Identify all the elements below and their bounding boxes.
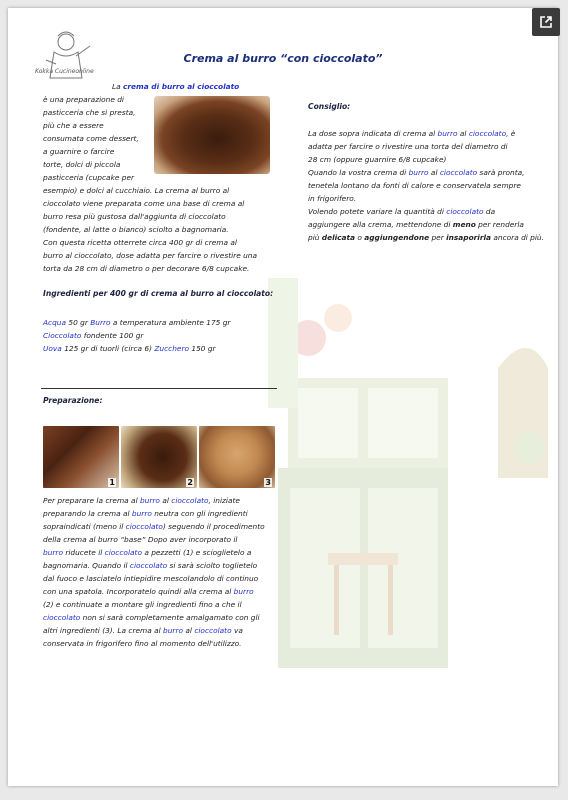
section-divider	[41, 388, 277, 389]
advice-line: Volendo potete variare la quantità di cioccolato da	[308, 207, 496, 216]
prep-line: preparando la crema al burro neutra con gli ingredienti	[43, 509, 248, 518]
ingredients-heading: Ingredienti per 400 gr di crema al burro al cioccolato:	[43, 289, 274, 298]
advice-heading: Consiglio:	[308, 102, 351, 111]
preparation-heading: Preparazione:	[43, 396, 103, 405]
prep-line: della crema al burro “base” Dopo aver incorporato il	[43, 535, 238, 544]
prep-line: sopraindicati (meno il cioccolato) seguendo il procedimento	[43, 522, 265, 531]
prep-line: cioccolato non si sarà completamente amalgamato con gli	[43, 613, 260, 622]
intro-line: è una preparazione di	[43, 95, 124, 104]
intro-line: burro resa più gustosa dall'aggiunta di cioccolato	[43, 212, 226, 221]
kitchen-watermark-image	[268, 248, 558, 668]
ingredient-link[interactable]: Zucchero	[154, 344, 190, 353]
prep-line: altri ingredienti (3). La crema al burro al cioccolato va	[43, 626, 243, 635]
ingredient-link[interactable]: cioccolato	[129, 561, 168, 570]
intro-line: torte, dolci di piccola	[43, 160, 121, 169]
ingredient-link[interactable]: cioccolato	[171, 496, 209, 505]
ingredient-row: Cioccolato fondente 100 gr	[43, 331, 144, 340]
recipe-name-link[interactable]: crema di burro al cioccolato	[123, 82, 240, 91]
step-number: 3	[265, 478, 271, 487]
intro-line: burro al cioccolato, dose adatta per farcire o rivestire una	[43, 251, 257, 260]
ingredient-link[interactable]: Cioccolato	[43, 331, 82, 340]
logo-text: Kokka Cucineonline	[35, 68, 94, 75]
intro-line: esempio) e dolci al cucchiaio. La crema al burro al	[43, 186, 230, 195]
chocolate-cream-photo	[154, 96, 270, 174]
intro-line: più che a essere	[43, 121, 104, 130]
intro-line: Con questa ricetta otterrete circa 400 gr di crema al	[43, 238, 237, 247]
advice-line: adatta per farcire o rivestire una torta del diametro di	[308, 142, 508, 151]
preparation-photos	[43, 426, 275, 488]
step-number: 1	[109, 478, 115, 487]
external-link-icon[interactable]	[532, 8, 560, 36]
ingredient-link[interactable]: cioccolato	[104, 548, 142, 557]
advice-line: più delicata o aggiungendone per insaporirla ancora di più.	[308, 233, 544, 242]
step-number: 2	[187, 478, 193, 487]
intro-line: pasticceria (cupcake per	[43, 173, 135, 182]
ingredient-link[interactable]: cioccolato	[446, 207, 484, 216]
advice-line: aggiungere alla crema, mettendone di meno per renderla	[308, 220, 524, 229]
ingredient-link[interactable]: burro	[131, 509, 152, 518]
intro-line: torta da 28 cm di diametro o per decorare 6/8 cupcake.	[43, 264, 250, 273]
ingredient-link[interactable]: cioccolato	[439, 168, 478, 177]
prep-line: (2) e continuate a montare gli ingredienti fino a che il	[43, 600, 242, 609]
prep-line: conservata in frigorifero fino al momento dell'utilizzo.	[43, 639, 242, 648]
intro-line: consumata come dessert,	[43, 134, 139, 143]
recipe-title: Crema al burro “con cioccolato”	[183, 52, 383, 65]
prep-line: Per preparare la crema al burro al cioccolato, iniziate	[43, 496, 240, 505]
document-page	[8, 8, 558, 786]
intro-line: (fondente, al latte o bianco) sciolto a bagnomaria.	[43, 225, 229, 234]
intro-line: cioccolato viene preparata come una base di crema al	[43, 199, 245, 208]
ingredient-link[interactable]: burro	[233, 587, 254, 596]
advice-line: La dose sopra indicata di crema al burro al cioccolato, è	[308, 129, 516, 138]
advice-line: Quando la vostra crema di burro al cioccolato sarà pronta,	[308, 168, 525, 177]
prep-line: burro riducete il cioccolato a pezzetti (1) e scioglietelo a	[43, 548, 252, 557]
advice-line: 28 cm (oppure guarnire 6/8 cupcake)	[308, 155, 447, 164]
ingredient-link[interactable]: burro	[43, 548, 63, 557]
ingredient-link[interactable]: burro	[139, 496, 160, 505]
advice-line: tenetela lontano da fonti di calore e conservatela sempre	[308, 181, 521, 190]
step-photo	[199, 426, 275, 488]
ingredient-link[interactable]: cioccolato	[125, 522, 163, 531]
step-photo	[121, 426, 197, 488]
ingredient-link[interactable]: cioccolato	[43, 613, 81, 622]
ingredient-row: Uova 125 gr di tuorli (circa 6) Zucchero 150 gr	[43, 344, 216, 353]
step-photo	[43, 426, 119, 488]
ingredient-link[interactable]: Burro	[90, 318, 111, 327]
ingredient-link[interactable]: cioccolato	[468, 129, 507, 138]
ingredient-link[interactable]: Uova	[43, 344, 62, 353]
advice-line: in frigorifero.	[308, 194, 357, 203]
intro-line: a guarnire o farcire	[43, 147, 115, 156]
ingredient-link[interactable]: burro	[408, 168, 429, 177]
intro-line: pasticceria che si presta,	[43, 108, 136, 117]
prep-line: bagnomaria. Quando il cioccolato si sarà sciolto toglietelo	[43, 561, 258, 570]
chef-logo-image	[36, 30, 98, 88]
external-link-glyph	[539, 15, 553, 29]
ingredient-row: Acqua 50 gr Burro a temperatura ambiente 175 gr	[43, 318, 231, 327]
ingredient-link[interactable]: burro	[437, 129, 458, 138]
prep-line: dal fuoco e lasciatelo intiepidire mescolandolo di continuo	[43, 574, 259, 583]
intro-line: La crema di burro al cioccolato	[112, 82, 240, 91]
ingredient-link[interactable]: burro	[163, 626, 184, 635]
ingredient-link[interactable]: cioccolato	[194, 626, 232, 635]
ingredient-link[interactable]: Acqua	[43, 318, 67, 327]
prep-line: con una spatola. Incorporatelo quindi alla crema al burro	[43, 587, 254, 596]
